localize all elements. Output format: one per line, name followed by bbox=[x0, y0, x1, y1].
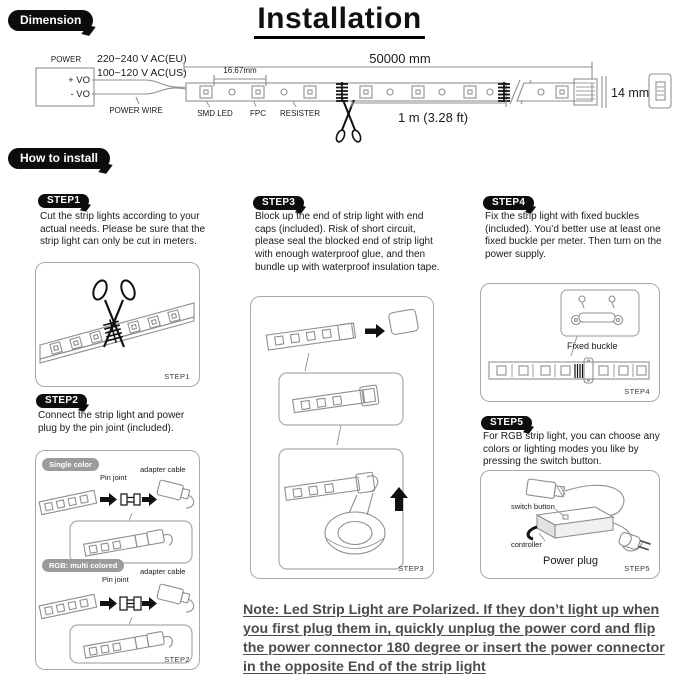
resister-label: RESISTER bbox=[279, 109, 321, 118]
strip-width-measure bbox=[602, 76, 649, 108]
step3-figure bbox=[250, 296, 434, 579]
rgb-strip bbox=[39, 594, 96, 618]
arrow-left-icon bbox=[142, 597, 157, 610]
page-title bbox=[0, 2, 679, 36]
step5-badge: STEP5 bbox=[481, 416, 532, 430]
fpc-label: FPC bbox=[250, 109, 266, 118]
step2-figure bbox=[35, 450, 200, 670]
power-wires bbox=[92, 80, 186, 104]
power-supply-box bbox=[36, 55, 94, 106]
how-to-install-badge: How to install bbox=[8, 148, 110, 169]
step1-figure bbox=[35, 262, 200, 387]
step2-figure-label: STEP2 bbox=[164, 655, 190, 664]
arrow-right-icon bbox=[100, 493, 117, 506]
end-connector bbox=[649, 74, 671, 108]
pin-joint-2pin bbox=[121, 494, 140, 505]
step5-figure bbox=[480, 470, 660, 579]
step2-badge: STEP2 bbox=[36, 394, 87, 408]
step4-badge: STEP4 bbox=[483, 196, 534, 210]
step5-figure-label: STEP5 bbox=[624, 564, 650, 573]
step3-figure-label: STEP3 bbox=[398, 564, 424, 573]
adapter-cable-label: adapter cable bbox=[140, 465, 186, 474]
arrow-left-icon bbox=[142, 493, 157, 506]
step2-text: Connect the strip light and power plug by the pin joint (included). bbox=[38, 410, 185, 434]
step3-illustration bbox=[251, 297, 433, 578]
negative-terminal-label: - VO bbox=[70, 89, 90, 100]
strip-width-label: 14 mm bbox=[611, 86, 650, 100]
step4-figure-label: STEP4 bbox=[624, 387, 650, 396]
adapter-plug bbox=[155, 480, 197, 510]
fixed-strip bbox=[489, 358, 649, 383]
total-length-label: 50000 mm bbox=[369, 51, 431, 66]
joint-mark bbox=[575, 364, 583, 378]
dimension-badge: Dimension bbox=[8, 10, 93, 31]
step5-text: For RGB strip light, you can choose any colors or lighting modes you like by pressing the switch button. bbox=[483, 431, 660, 468]
cut-unit-bracket bbox=[352, 100, 506, 125]
voltage-us-label: 100~120 V AC(US) bbox=[97, 67, 187, 79]
smd-led-label: SMD LED bbox=[197, 109, 233, 118]
end-cap bbox=[388, 309, 418, 335]
step4-text: Fix the strip light with fixed buckles (included). You’d better use at least one fixed buckle per meter. Then turn on the power supply. bbox=[485, 211, 662, 261]
polarity-note: Note: Led Strip Light are Polarized. If they don’t light up when you first plug them in, quickly unplug the power cord and flip the power connector 180 degree or insert the power connector in the opposite End of the strip light bbox=[243, 602, 665, 675]
pin-joint-4pin bbox=[120, 597, 141, 610]
pin-joint-label: Pin joint bbox=[102, 575, 129, 584]
controller-label: controller bbox=[511, 540, 542, 549]
led-pitch-label: 16.67mm bbox=[223, 66, 257, 75]
power-wire-label: POWER WIRE bbox=[109, 106, 163, 115]
scissors-icon bbox=[335, 100, 363, 143]
controller-box bbox=[537, 507, 613, 538]
cut-unit-label: 1 m (3.28 ft) bbox=[397, 110, 469, 125]
step3-badge: STEP3 bbox=[253, 196, 304, 210]
pin-joint-label: Pin joint bbox=[100, 473, 127, 482]
step1-figure-label: STEP1 bbox=[164, 372, 190, 381]
single-color-strip bbox=[39, 490, 96, 514]
taped-strip-box bbox=[279, 449, 403, 569]
fixed-buckle-label: Fixed buckle bbox=[567, 341, 618, 351]
step1-badge: STEP1 bbox=[38, 194, 89, 208]
page-title-text: Installation bbox=[254, 2, 424, 39]
step1-text: Cut the strip lights according to your actual needs. Please be sure that the strip light can only be cut in meters. bbox=[40, 211, 206, 248]
led-strip bbox=[186, 79, 597, 105]
positive-terminal-label: + VO bbox=[68, 75, 90, 86]
adapter-cable-label: adapter cable bbox=[140, 567, 186, 576]
step1-illustration bbox=[36, 263, 199, 386]
pigtail-cable bbox=[528, 527, 537, 539]
single-color-badge: Single color bbox=[42, 458, 99, 471]
arrow-right-icon bbox=[100, 597, 117, 610]
connected-strip-box bbox=[70, 521, 192, 563]
rgb-multicolor-badge: RGB: multi colored bbox=[42, 559, 124, 572]
strip-adapter bbox=[526, 479, 567, 500]
adapter-plug bbox=[155, 584, 197, 614]
power-label: POWER bbox=[50, 55, 82, 64]
power-plug-label: Power plug bbox=[543, 555, 599, 567]
step3-text: Block up the end of strip light with end caps (included). Risk of short circuit, please seal the blocked end of strip light with enough waterproof glue, and then bundle up with waterproof insulation tape. bbox=[255, 211, 440, 273]
voltage-eu-label: 220~240 V AC(EU) bbox=[97, 53, 187, 65]
step4-figure bbox=[480, 283, 660, 402]
switch-button-label: switch button bbox=[511, 502, 555, 511]
strip-end bbox=[266, 323, 355, 350]
arrow-left-icon bbox=[365, 324, 385, 338]
resistor-dots bbox=[229, 89, 544, 95]
cut-mark bbox=[336, 82, 348, 102]
cut-mark bbox=[498, 82, 510, 102]
dimension-diagram bbox=[0, 46, 679, 148]
